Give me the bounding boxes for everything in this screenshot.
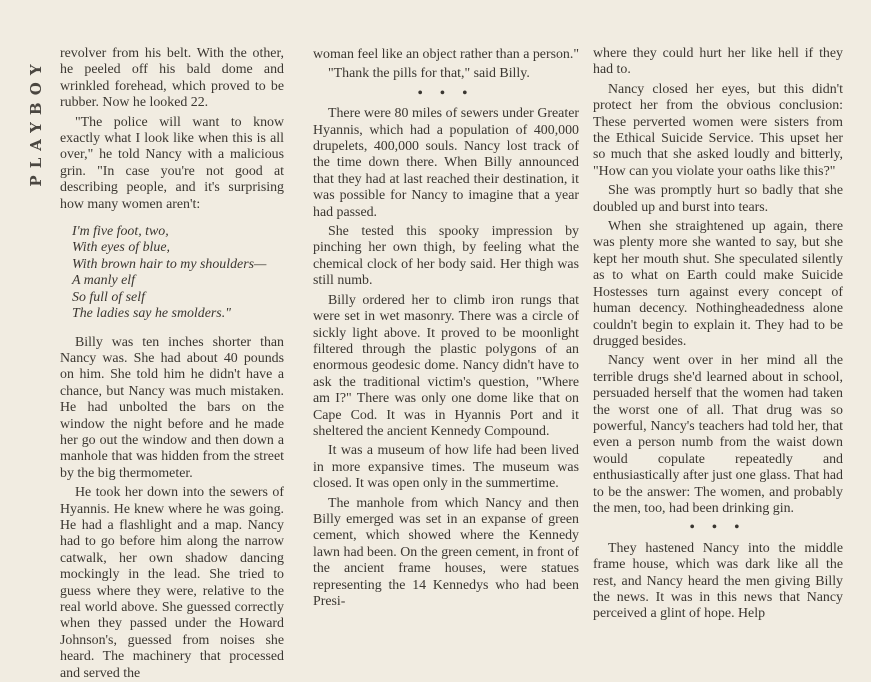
paragraph: woman feel like an object rather than a person." bbox=[313, 47, 580, 62]
paragraph: Billy was ten inches shorter than Nancy was. She had about 40 pounds on him. She told him he didn't have a chance, but Nancy was much mistaken. He had unbolted the bars on the window the night before and he made her go out the window and then down a manhole that was hidden from the street by the big thermometer. bbox=[60, 334, 284, 481]
paragraph: She was promptly hurt so badly that she doubled up and burst into tears. bbox=[593, 183, 843, 215]
paragraph: It was a museum of how life had been lived in more expansive times. The museum was closed. It was open only in the summertime. bbox=[313, 443, 579, 492]
paragraph: When she straightened up again, there was plenty more she wanted to say, but she kept her mouth shut. She speculated silently as to what on Earth could make Suicide Hostesses turn against every concept of human decency. Nothingheadedness alone couldn't begin to explain it. They had to be drugged besides. bbox=[593, 219, 843, 349]
paragraph: He took her down into the sewers of Hyannis. He knew where he was going. He had a flashlight and a map. Nancy had to go before him along the narrow catwalk, her own shadow dancing mockingly in the lead. She tried to guess where they were, relative to the real world above. She guessed correctly when they passed under the Howard Johnson's, guessed from noises she heard. The machinery that processed and served the bbox=[60, 485, 284, 681]
column-3 bbox=[593, 46, 843, 622]
paragraph: She tested this spooky impression by pinching her own thigh, by feeling what the chemical clock of her body said. Her thigh was still numb. bbox=[313, 224, 579, 289]
paragraph: The manhole from which Nancy and then Billy emerged was set in an expanse of green cement, which showed where the Kennedy lawn had been. On the green cement, in front of the ancient frame houses, were statues representing the 14 Kennedys who had been Presi- bbox=[313, 495, 579, 609]
poem-line: With eyes of blue, bbox=[72, 240, 170, 256]
paragraph: Nancy closed her eyes, but this didn't protect her from the obvious conclusion: These perverted women were sisters from the Ethical Suicide Service. This upset her so much that she asked loudly and bitterly, "How can you violate your oaths like this?" bbox=[593, 81, 843, 179]
poem-line: I'm five foot, two, bbox=[72, 224, 169, 240]
paragraph: "The police will want to know exactly what I look like when this is all over," he told Nancy with a malicious grin. "In case you're not good at describing people, and it's surprising how many women aren't: bbox=[60, 114, 284, 212]
paragraph: They hastened Nancy into the middle frame house, which was dark like all the rest, and Nancy heard the men giving Billy the news. It was in this news that Nancy perceived a glint of hope. Help bbox=[593, 540, 843, 622]
paragraph: Billy ordered her to climb iron rungs that were set in wet masonry. There was a circle of sickly light above. It proved to be moonlight filtered through the plastic polygons of an enormous geodesic dome. Nancy didn't have to ask the traditional victim's question, "Where am I?" There was only one dome like that on Cape Cod. It was in Hyannis Port and it sheltered the ancient Kennedy Compound. bbox=[313, 292, 579, 439]
poem-line: A manly elf bbox=[72, 273, 136, 289]
column-2 bbox=[313, 47, 580, 609]
section-separator: • • • bbox=[689, 520, 747, 536]
masthead-text: PLAYBOY bbox=[27, 57, 45, 187]
paragraph: "Thank the pills for that," said Billy. bbox=[328, 66, 530, 82]
poem-line: So full of self bbox=[72, 289, 145, 305]
poem bbox=[72, 224, 284, 322]
paragraph: where they could hurt her like hell if they had to. bbox=[593, 46, 843, 78]
paragraph: There were 80 miles of sewers under Greater Hyannis, which had a population of 400,000 drupelets, 400,000 souls. Nancy lost track of the time down there. When Billy announced that they had at last reached their destination, it was possible for Nancy to imagine that a year had passed. bbox=[313, 106, 579, 220]
column-1 bbox=[60, 46, 284, 681]
paragraph: Nancy went over in her mind all the terrible drugs she'd learned about in school, persuaded herself that the women had taken the worst one of all. That drug was so powerful, Nancy's teachers had told her, that even a person numb from the waist down would copulate repeatedly and enthusiastically after just one glass. That had to be the answer: The women, and probably the men, too, had been drinking gin. bbox=[593, 353, 843, 516]
magazine-masthead bbox=[26, 42, 46, 202]
paragraph: revolver from his belt. With the other, he peeled off his bald dome and wrinkled forehead, which proved to be rubber. Now he looked 22. bbox=[60, 46, 284, 111]
poem-line: With brown hair to my shoulders— bbox=[72, 256, 267, 272]
section-separator: • • • bbox=[417, 85, 475, 101]
poem-line: The ladies say he smolders." bbox=[72, 306, 232, 322]
